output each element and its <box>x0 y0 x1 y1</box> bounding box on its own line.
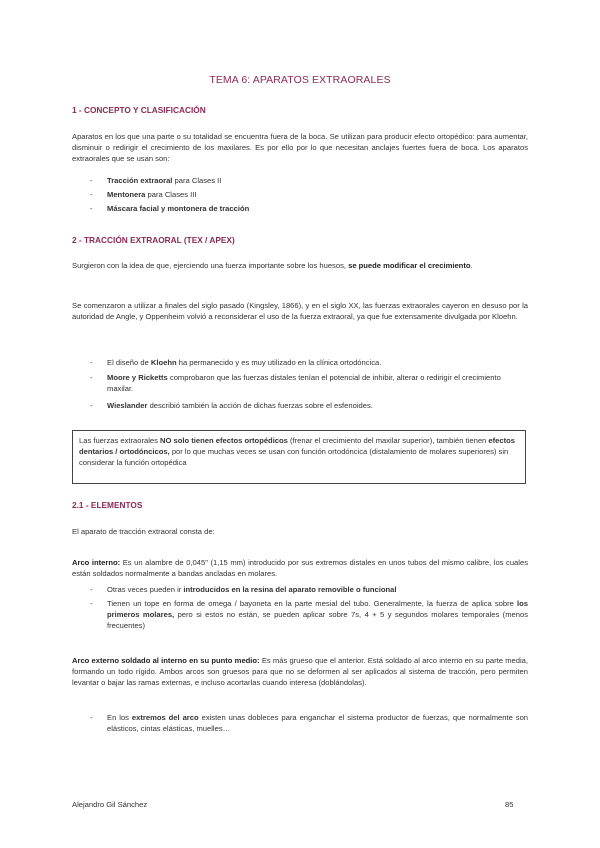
list-item-text: pero si estos no están, se pueden aplicar sobre 7s, 4 + 5 y segundos molares temporales (menos frecuentes) <box>107 610 528 631</box>
section-1-heading: 1 - CONCEPTO Y CLASIFICACIÓN <box>72 105 206 115</box>
section-2-1-heading: 2.1 - ELEMENTOS <box>72 500 143 510</box>
list-item-text: En los <box>107 713 132 722</box>
list-item-bold: Mentonera <box>107 190 146 199</box>
section-2-1-intro: El aparato de tracción extraoral consta de: <box>72 527 215 536</box>
list-item-bold: los primeros molares, <box>107 599 528 620</box>
section-2-paragraph-a <box>72 260 528 271</box>
section-2-heading: 2 - TRACCIÓN EXTRAORAL (TEX / APEX) <box>72 235 235 245</box>
list-dash: - <box>90 713 93 722</box>
list-item <box>90 400 528 411</box>
list-dash: - <box>90 401 93 410</box>
list-dash: - <box>90 373 93 382</box>
list-item <box>90 175 528 186</box>
list-item-text: ha permanecido y es muy utilizado en la clínica ortodóncica. <box>176 358 382 367</box>
text-run-bold: se puede modificar el crecimiento <box>348 261 471 270</box>
list-dash: - <box>90 585 93 594</box>
text-run: por lo que muchas veces se usan con función ortodóncica (distalamiento de molares superiores) sin considerar la función ortopédica <box>79 447 509 468</box>
list-item-text: para Clases III <box>145 190 197 199</box>
list-dash: - <box>90 204 93 213</box>
list-item-text: para Clases II <box>172 176 222 185</box>
list-item-bold: introducidos en la resina del aparato removible o funcional <box>183 585 397 594</box>
list-dash: - <box>90 599 93 608</box>
list-item <box>90 712 528 734</box>
list-item <box>90 357 528 368</box>
text-run: Surgieron con la idea de que, ejerciendo una fuerza importante sobre los huesos, <box>72 261 349 270</box>
list-item-text: El diseño de <box>107 358 151 367</box>
text-run-bold: Arco externo soldado al interno en su punto medio: <box>72 656 260 665</box>
list-item-text: comprobaron que las fuerzas distales tenían el potencial de inhibir, alterar o redirigir el crecimiento maxilar. <box>107 373 501 394</box>
page-number: 85 <box>505 800 514 809</box>
list-item-text: describió también la acción de dichas fuerzas sobre el esfenoides. <box>147 401 373 410</box>
list-item-bold: Kloehn <box>150 358 177 367</box>
list-item-bold: Moore y Ricketts <box>107 373 168 382</box>
callout-box <box>72 430 526 484</box>
list-item-bold: extremos del arco <box>131 713 199 722</box>
section-2-paragraph-b: Se comenzaron a utilizar a finales del siglo pasado (Kingsley, 1866), y en el siglo XX, las fuerzas extraorales cayeron en desuso por la autoridad de Angle, y Oppenheim volvió a reconsiderar el uso de la fuerza extraoral, ya que fue extensamente divulgada por Kloehn. <box>72 301 528 322</box>
list-item-bold: Tracción extraoral <box>107 176 173 185</box>
text-run-bold: Arco interno: <box>72 558 121 567</box>
section-1-paragraph: Aparatos en los que una parte o su totalidad se encuentra fuera de la boca. Se utilizan para producir efecto ortopédico: para aumentar, disminuir o redirigir el crecimiento de los maxilares. Es por ello por lo que necesitan anclajes fuertes fuera de boca. Los aparatos extraorales que se usan son: <box>72 132 528 164</box>
list-item <box>90 203 528 214</box>
text-run: . <box>470 261 473 270</box>
arco-interno-paragraph <box>72 557 528 579</box>
list-dash: - <box>90 358 93 367</box>
list-item <box>90 584 528 595</box>
arco-externo-paragraph <box>72 655 528 688</box>
text-run-bold: efectos dentarios / ortodóncicos, <box>79 436 515 457</box>
text-run: Es más grueso que el anterior. Está soldado al arco interno en su parte media, formando un todo rígido. Ambos arcos son gruesos para que no se deformen al ser aplicados al sistema de tracción, pero permiten levantar o bajar las ramas externas, e incluso acortarlas cuando interesa (doblándolas). <box>72 656 528 688</box>
text-run: Las fuerzas extraorales <box>79 436 161 445</box>
list-dash: - <box>90 176 93 185</box>
list-item <box>90 189 528 200</box>
text-run: (frenar el crecimiento del maxilar superior), también tienen <box>287 436 489 445</box>
list-item-text: Otras veces pueden ir <box>107 585 184 594</box>
text-run-bold: NO solo tienen efectos ortopédicos <box>160 436 288 445</box>
list-item-bold: Máscara facial y montonera de tracción <box>107 204 250 213</box>
footer-author: Alejandro Gil Sánchez <box>72 800 148 809</box>
list-item <box>90 598 528 631</box>
list-item-bold: Wieslander <box>107 401 148 410</box>
list-item <box>90 372 528 394</box>
list-item-text: existen unas dobleces para enganchar el sistema productor de fuerzas, que normalmente son elásticos, cintas elásticas, muelles… <box>107 713 529 734</box>
list-item-text: Tienen un tope en forma de omega / bayoneta en la parte mesial del tubo. Generalmente, la fuerza de aplica sobre <box>107 599 518 608</box>
page-title: TEMA 6: APARATOS EXTRAORALES <box>209 74 391 86</box>
list-dash: - <box>90 190 93 199</box>
text-run: Es un alambre de 0,045" (1,15 mm) introducido por sus extremos distales en unos tubos del mismo calibre, los cuales están soldados normalmente a bandas ancladas en molares. <box>72 558 528 579</box>
